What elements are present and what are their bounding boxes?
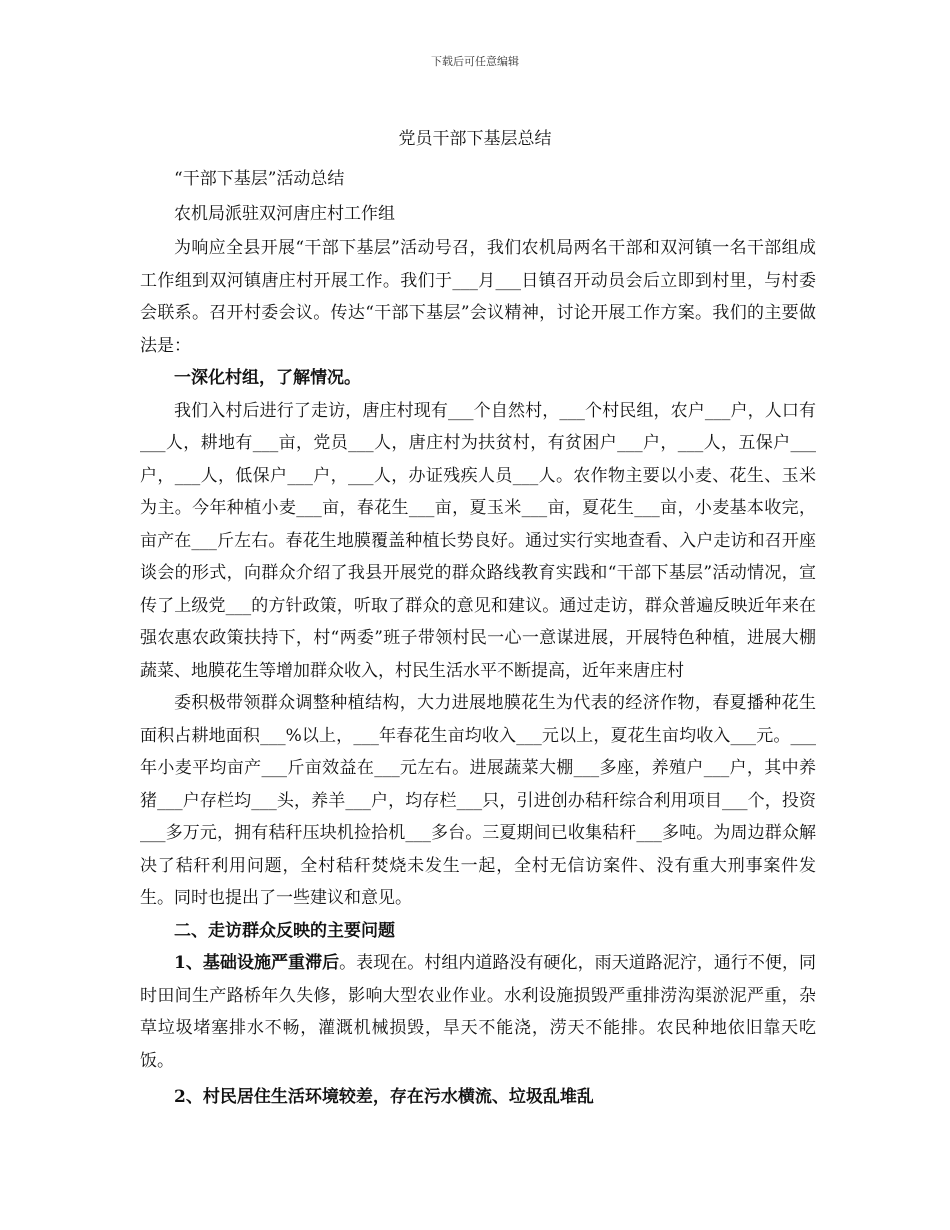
activity-subtitle: “干部下基层”活动总结: [174, 169, 345, 189]
survey-paragraph: 我们入村后进行了走访，唐庄村现有___个自然村，___个村民组，农户___户，人口有___人，耕地有___亩，党员___人，唐庄村为扶贫村，有贫困户___户，___人，五保户___户，___人，低保户___户，___人，办证残疾人员___人。农作物主要以小麦、花生、玉米为主。今年种植小麦___亩，春花生___亩，夏玉米___亩，夏花生___亩，小麦基本收完，亩产在___斤左右。春花生地膜覆盖种植长势良好。通过实行实地查看、入户走访和召开座谈会的形式，向群众介绍了我县开展党的群众路线教育实践和“干部下基层”活动情况，宣传了上级党___的方针政策，听取了群众的意见和建议。通过走访，群众普遍反映近年来在强农惠农政策扶持下，村“两委”班子带领村民一心一意谋进展，开展特色种植，进展大棚蔬菜、地膜花生等增加群众收入，村民生活水平不断提高，近年来唐庄村: [140, 400, 816, 681]
section-1-heading: 一深化村组，了解情况。: [174, 368, 361, 388]
issue-1-title: 1、基础设施严重滞后: [174, 953, 340, 973]
page-header-note: 下载后可任意编辑: [431, 55, 519, 68]
development-paragraph: 委积极带领群众调整种植结构，大力进展地膜花生为代表的经济作物，春夏播种花生面积占耕地面积___%以上，___年春花生亩均收入___元以上，夏花生亩均收入___元。___年小麦平均亩产___斤亩效益在___元左右。进展蔬菜大棚___多座，养殖户___户，其中养猪___户存栏均___头，养羊___户，均存栏___只，引进创办秸秆综合利用项目___个，投资___多万元，拥有秸秆压块机捡拾机___多台。三夏期间已收集秸秆___多吨。为周边群众解决了秸秆利用问题，全村秸秆焚烧未发生一起，全村无信访案件、没有重大刑事案件发生。同时也提出了一些建议和意见。: [140, 693, 816, 908]
issue-1-text: 。表现在。村组内道路没有硬化，雨天道路泥泞，通行不便，同时田间生产路桥年久失修，影响大型农业作业。水利设施损毁严重排涝沟渠淤泥严重，杂草垃圾堵塞排水不畅，灌溉机械损毁，旱天不能浇，涝天不能排。农民种地依旧靠天吃饭。: [140, 953, 816, 1071]
document-title: 党员干部下基层总结: [398, 129, 552, 149]
work-group-name: 农机局派驻双河唐庄村工作组: [174, 203, 395, 224]
intro-paragraph: 为响应全县开展“干部下基层”活动号召，我们农机局两名干部和双河镇一名干部组成工作组到双河镇唐庄村开展工作。我们于___月___日镇召开动员会后立即到村里，与村委会联系。召开村委会议。传达“干部下基层”会议精神，讨论开展工作方案。我们的主要做法是：: [140, 238, 816, 356]
issue-2-title: 2、村民居住生活环境较差，存在污水横流、垃圾乱堆乱: [174, 1087, 594, 1107]
issue-1-paragraph: [140, 947, 816, 1077]
document-body: [140, 163, 816, 1114]
section-2-heading: 二、走访群众反映的主要问题: [174, 920, 395, 941]
